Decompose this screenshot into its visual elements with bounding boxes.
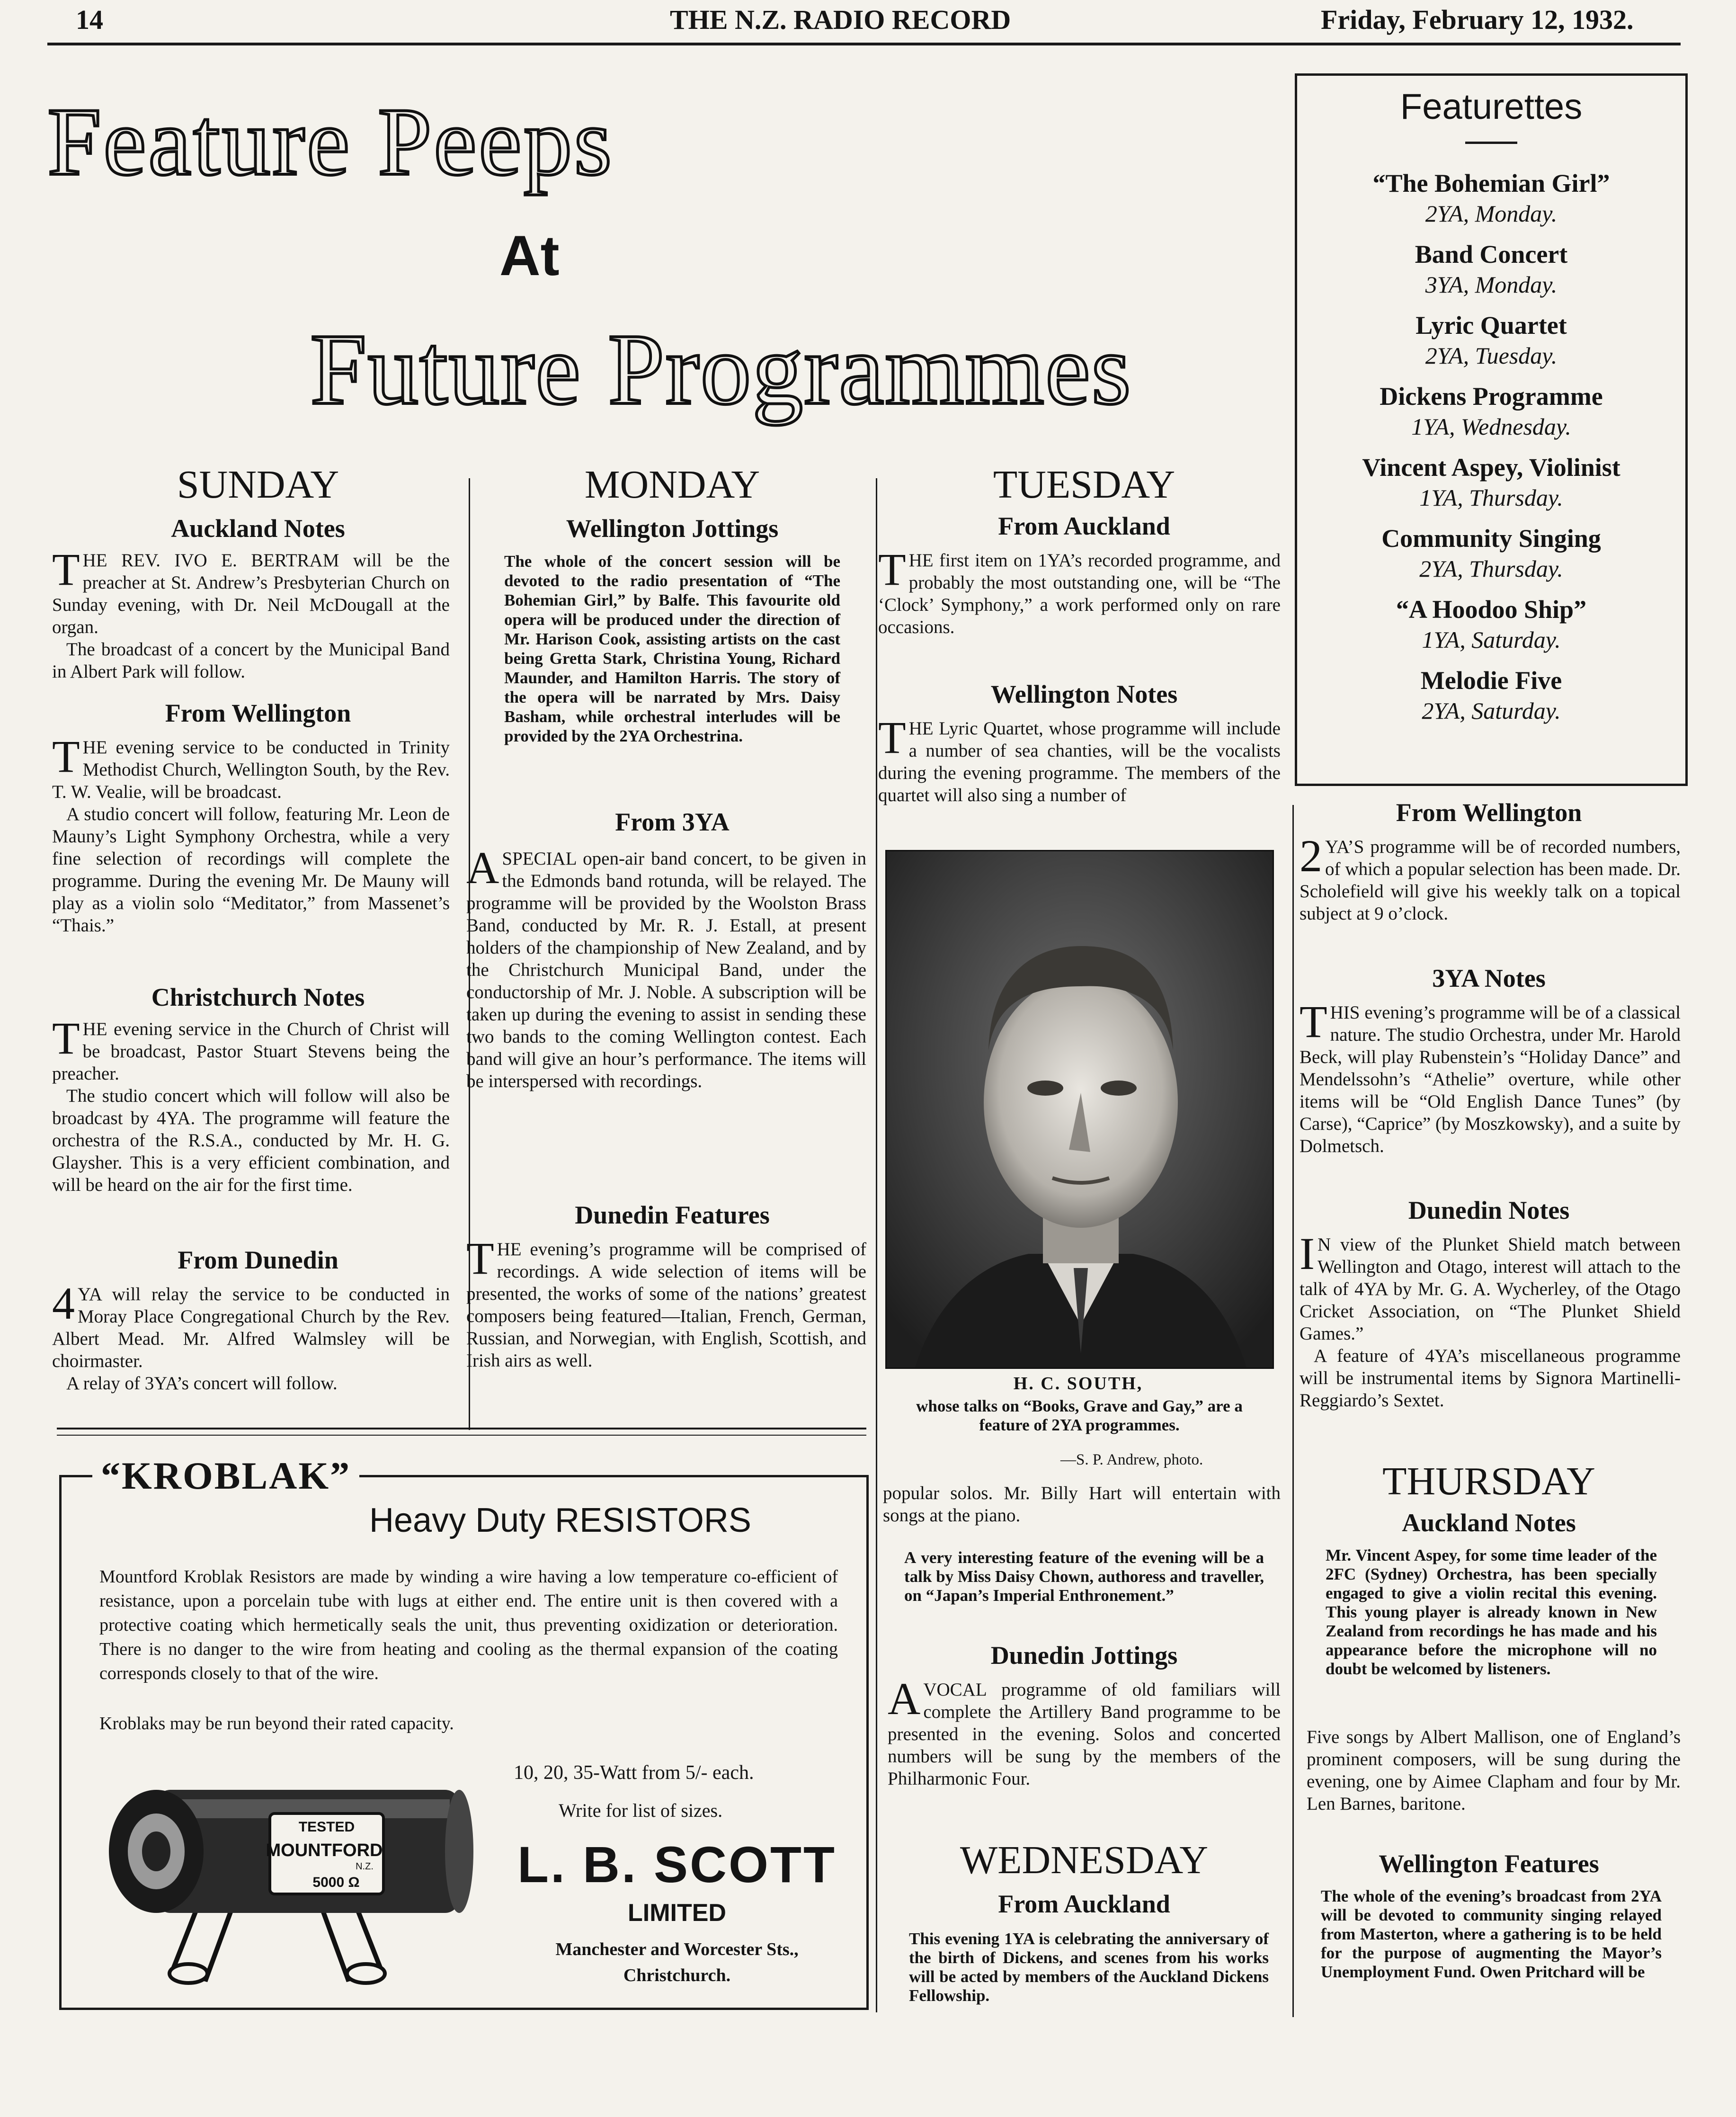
tuesday-auckland-text: [878, 544, 1281, 638]
photo-credit: —S. P. Andrew, photo.: [1060, 1451, 1203, 1468]
tuesday-wellington-text: [878, 712, 1281, 806]
paragraph: HE REV. IVO E. BERTRAM will be the preacher at St. Andrew’s Presbyterian Church on Sunday evening, with Dr. Neil McDougall at the organ.: [52, 550, 450, 637]
featurette-item: [1297, 523, 1685, 583]
featurettes-list: [1297, 168, 1685, 725]
featurette-title: Melodie Five: [1420, 666, 1562, 695]
tuesday-dunedin-text: [888, 1673, 1281, 1790]
drop-cap: T: [878, 712, 906, 763]
monday-3ya-text: [466, 842, 866, 1092]
advert-rule-top-2: [57, 1435, 866, 1436]
advert-body-2: Kroblaks may be run beyond their rated capacity.: [99, 1714, 454, 1733]
featurette-title: “The Bohemian Girl”: [1372, 169, 1610, 197]
right-wellington-text: [1300, 831, 1681, 925]
sunday-wellington-text: [52, 731, 450, 937]
masthead-line-3: Future Programmes: [310, 313, 1132, 426]
paragraph: HE first item on 1YA’s recorded programme, and probably the most outstanding one, will be “The ‘Clock’ Symphony,” a work performed only on rare occasions.: [878, 550, 1281, 637]
drop-cap: T: [52, 544, 80, 595]
paragraph: A relay of 3YA’s concert will follow.: [66, 1373, 338, 1393]
tuesday-heading: TUESDAY: [993, 463, 1175, 507]
photo-name: H. C. SOUTH,: [1013, 1374, 1143, 1393]
featurettes-box: [1295, 73, 1688, 786]
featurette-item: [1297, 168, 1685, 228]
paragraph: HE evening service to be conducted in Trinity Methodist Church, Wellington South, by the Rev. T. W. Vealie, will be broadcast.: [52, 737, 450, 802]
column-rule-2: [876, 478, 877, 2012]
drop-cap: T: [466, 1233, 494, 1284]
drop-cap: 2: [1300, 831, 1322, 881]
publication-name: THE N.Z. RADIO RECORD: [670, 4, 1011, 35]
masthead-line-2: At: [499, 224, 560, 287]
sunday-auckland-text: [52, 544, 450, 683]
right-3ya-text: [1300, 996, 1681, 1157]
thursday-wellington-title: Wellington Features: [1379, 1849, 1599, 1878]
portrait-illustration: [887, 851, 1273, 1367]
drop-cap: 4: [52, 1278, 75, 1329]
paragraph: N view of the Plunket Shield match between Wellington and Otago, interest will attach to the talk of 4YA by Mr. G. A. Wycherley, of the Otago Cricket Association, on “The Plunket Shield Games.”: [1300, 1234, 1681, 1344]
featurette-title: “A Hoodoo Ship”: [1396, 595, 1587, 624]
tuesday-wellington-cont: popular solos. Mr. Billy Hart will entertain with songs at the piano.: [883, 1483, 1281, 1526]
advert-rule-top: [57, 1428, 866, 1429]
resistor-illustration: [90, 1747, 530, 1993]
thursday-auckland-text: Mr. Vincent Aspey, for some time leader of the 2FC (Sydney) Orchestra, has been specially engaged to give a violin recital this evening. This young player is already known in New Zealand from recordings he has made and his appearance before the microphone will no doubt be welcomed by listeners.: [1326, 1546, 1657, 1678]
advert-company: L. B. SCOTT: [517, 1836, 837, 1893]
featurette-station: 2YA, Monday.: [1425, 200, 1558, 227]
advert-subtitle: Heavy Duty RESISTORS: [369, 1501, 751, 1539]
featurettes-divider: [1465, 142, 1517, 144]
resistor-far-end: [445, 1790, 473, 1913]
paragraph: YA will relay the service to be conducted in Moray Place Congregational Church by the Rev. Albert Mead. Mr. Alfred Walmsley will be choirmaster.: [52, 1284, 450, 1371]
thursday-auckland-title: Auckland Notes: [1402, 1509, 1576, 1537]
advert-address-1: Manchester and Worcester Sts.,: [555, 1939, 799, 1959]
drop-cap: T: [1300, 996, 1327, 1047]
advert-body: Mountford Kroblak Resistors are made by winding a wire having a low temperature co-efficient of resistance, upon a porcelain tube with lugs at either end. The entire unit is then covered with a protective coating which hermetically seals the unit, thus preventing oxidization or deterioration. There is no danger to the wire from heating and cooling as the thermal expansion of the coating corresponds closely to that of the wire.: [99, 1567, 838, 1683]
tuesday-auckland-title: From Auckland: [998, 512, 1170, 540]
featurette-station: 2YA, Thursday.: [1419, 555, 1563, 582]
resistor-end-hole: [142, 1831, 170, 1871]
sunday-auckland-title: Auckland Notes: [171, 514, 345, 543]
tuesday-feature-note: A very interesting feature of the evening will be a talk by Miss Daisy Chown, authoress and traveller, on “Japan’s Imperial Enthronement.”: [904, 1548, 1264, 1605]
portrait-photo: [885, 850, 1274, 1369]
tuesday-dunedin-title: Dunedin Jottings: [990, 1641, 1178, 1670]
drop-cap: A: [466, 842, 499, 893]
featurettes-title: Featurettes: [1400, 87, 1583, 127]
sunday-dunedin-title: From Dunedin: [178, 1246, 338, 1274]
wednesday-auckland-text: This evening 1YA is celebrating the anniversary of the birth of Dickens, and scenes from his works will be acted by members of the Auckland Dickens Fellowship.: [909, 1929, 1269, 2005]
featurette-item: [1297, 381, 1685, 441]
column-rule-3: [1292, 805, 1294, 2017]
paragraph: YA’S programme will be of recorded numbers, of which a popular selection has been made. Dr. Scholefield will give his weekly talk on a topical subject at 9 o’clock.: [1300, 837, 1681, 924]
advert-brand: “KROBLAK”: [92, 1454, 359, 1498]
featurette-station: 1YA, Wednesday.: [1411, 413, 1571, 440]
paragraph: A feature of 4YA’s miscellaneous programme will be instrumental items by Signora Martinelli-Reggiardo’s Sextet.: [1300, 1346, 1681, 1411]
resistor-lug-right: [347, 1964, 385, 1983]
tuesday-wellington-title: Wellington Notes: [990, 680, 1178, 708]
drop-cap: I: [1300, 1228, 1315, 1279]
page-number: 14: [76, 4, 103, 35]
resistor-label-ohm: 5000 Ω: [312, 1875, 360, 1890]
header-rule: [47, 43, 1681, 45]
advert-address-2: Christchurch.: [623, 1965, 731, 1985]
monday-wellington-text: The whole of the concert session will be devoted to the radio presentation of “The Bohemian Girl,” by Balfe. This favourite old opera will be produced under the direction of Mr. Harison Cook, assisting artists on the cast being Gretta Stark, Christina Young, Richard Maunder, and Hamilton Harris. The story of the opera will be narrated by Mrs. Daisy Basham, while orchestral interludes will be provided by the 2YA Orchestrina.: [504, 552, 840, 745]
featurette-item: [1297, 594, 1685, 654]
sunday-heading: SUNDAY: [177, 463, 339, 507]
resistor-label-nz: N.Z.: [356, 1861, 374, 1872]
paragraph: The broadcast of a concert by the Municipal Band in Albert Park will follow.: [52, 639, 450, 682]
paragraph: HIS evening’s programme will be of a classical nature. The studio Orchestra, under Mr. Harold Beck, will play Rubenstein’s “Holiday Dance” and Mendelssohn’s “Athelie” overture, while other items will be “Old English Dance Tunes” (by Carse), “Caprice” (by Moszkowsky), and a suite by Dolmetsch.: [1300, 1002, 1681, 1156]
sunday-dunedin-text: [52, 1278, 450, 1394]
paragraph: A studio concert will follow, featuring Mr. Leon de Mauny’s Light Symphony Orchestra, while a very fine selection of recordings will complete the programme. During the evening Mr. De Mauny will play as a violin solo “Meditator,” from Massenet’s “Thais.”: [52, 804, 450, 936]
paragraph: SPECIAL open-air band concert, to be given in the Edmonds band rotunda, will be relayed. The programme will be provided by the Woolston Brass Band, conducted by Mr. R. J. Estall, at present holders of the championship of New Zealand, and by the Christchurch Municipal Band, under the conductorship of Mr. J. Noble. A subscription will be taken up during the evening to assist in sending these two bands to the coming Wellington contest. Each band will give an hour’s performance. The items will be interspersed with recordings.: [466, 849, 866, 1091]
right-dunedin-title: Dunedin Notes: [1408, 1196, 1570, 1224]
paragraph: The studio concert which will follow will also be broadcast by 4YA. The programme will feature the orchestra of the R.S.A., conducted by Mr. H. G. Glaysher. This is a very efficient combination, and will be heard on the air for the first time.: [52, 1086, 450, 1195]
monday-heading: MONDAY: [584, 463, 760, 507]
featurette-station: 1YA, Thursday.: [1419, 484, 1563, 511]
right-dunedin-text: [1300, 1228, 1681, 1411]
advert-company-sub: LIMITED: [628, 1899, 726, 1927]
featurette-station: 1YA, Saturday.: [1422, 626, 1561, 653]
monday-wellington-title: Wellington Jottings: [566, 514, 779, 543]
featurette-title: Lyric Quartet: [1416, 311, 1567, 339]
resistor-label-brand: MOUNTFORD: [266, 1840, 383, 1860]
monday-dunedin-text: [466, 1233, 866, 1372]
wednesday-auckland-title: From Auckland: [998, 1890, 1170, 1918]
drop-cap: T: [52, 731, 80, 782]
thursday-heading: THURSDAY: [1382, 1459, 1595, 1503]
paragraph: HE Lyric Quartet, whose programme will include a number of sea chanties, will be the vocalists during the evening programme. The members of the quartet will also sing a number of: [878, 718, 1281, 805]
featurette-station: 2YA, Tuesday.: [1425, 342, 1558, 369]
sunday-christchurch-title: Christchurch Notes: [151, 983, 365, 1011]
featurette-item: [1297, 665, 1685, 725]
paragraph: HE evening service in the Church of Christ will be broadcast, Pastor Stuart Stevens being the preacher.: [52, 1019, 450, 1084]
drop-cap: A: [888, 1673, 921, 1724]
monday-3ya-title: From 3YA: [615, 808, 730, 836]
kroblak-advert: [59, 1454, 869, 2010]
resistor-label-tested: TESTED: [298, 1819, 355, 1835]
thursday-wellington-text: The whole of the evening’s broadcast from 2YA will be devoted to community singing relayed from Masterton, where a gathering is to be held for the purpose of augmenting the Mayor’s Unemployment Fund. Owen Pritchard will be: [1321, 1887, 1662, 1981]
paragraph: HE evening’s programme will be comprised of recordings. A wide selection of items will be presented, the works of some of the nations’ greatest composers being featured—Italian, French, German, Russian, and Norwegian, with English, Scottish, and Irish airs as well.: [466, 1239, 866, 1371]
wednesday-heading: WEDNESDAY: [960, 1838, 1209, 1882]
featurette-station: 3YA, Monday.: [1425, 271, 1558, 298]
drop-cap: T: [878, 544, 906, 595]
featurette-station: 2YA, Saturday.: [1422, 697, 1561, 724]
sunday-wellington-title: From Wellington: [165, 699, 351, 727]
featurette-title: Vincent Aspey, Violinist: [1362, 453, 1620, 482]
advert-sizes: Write for list of sizes.: [559, 1800, 723, 1821]
featurette-item: [1297, 452, 1685, 512]
monday-dunedin-title: Dunedin Features: [575, 1201, 770, 1229]
thursday-auckland-text-2: Five songs by Albert Mallison, one of England’s prominent composers, will be sung during the evening, one by Aimee Clapham and four by Mr. Len Barnes, baritone.: [1307, 1727, 1681, 1814]
photo-caption: whose talks on “Books, Grave and Gay,” are a feature of 2YA programmes.: [916, 1397, 1243, 1434]
featurette-title: Community Singing: [1381, 524, 1601, 553]
featurette-title: Dickens Programme: [1380, 382, 1603, 411]
right-wellington-title: From Wellington: [1396, 798, 1582, 827]
sunday-christchurch-text: [52, 1013, 450, 1196]
resistor-lug-left: [169, 1964, 207, 1983]
drop-cap: T: [52, 1013, 80, 1063]
right-3ya-title: 3YA Notes: [1432, 964, 1546, 992]
featurette-title: Band Concert: [1415, 240, 1568, 268]
featurette-item: [1297, 239, 1685, 299]
paragraph: VOCAL programme of old familiars will complete the Artillery Band programme to be presented in the evening. Solos and concerted numbers will be sung by the members of the Philharmonic Four.: [888, 1679, 1281, 1789]
advert-prices: 10, 20, 35-Watt from 5/- each.: [514, 1762, 754, 1784]
featurette-item: [1297, 310, 1685, 370]
masthead-line-1: Feature Peeps: [47, 88, 614, 196]
issue-date: Friday, February 12, 1932.: [1321, 4, 1634, 35]
